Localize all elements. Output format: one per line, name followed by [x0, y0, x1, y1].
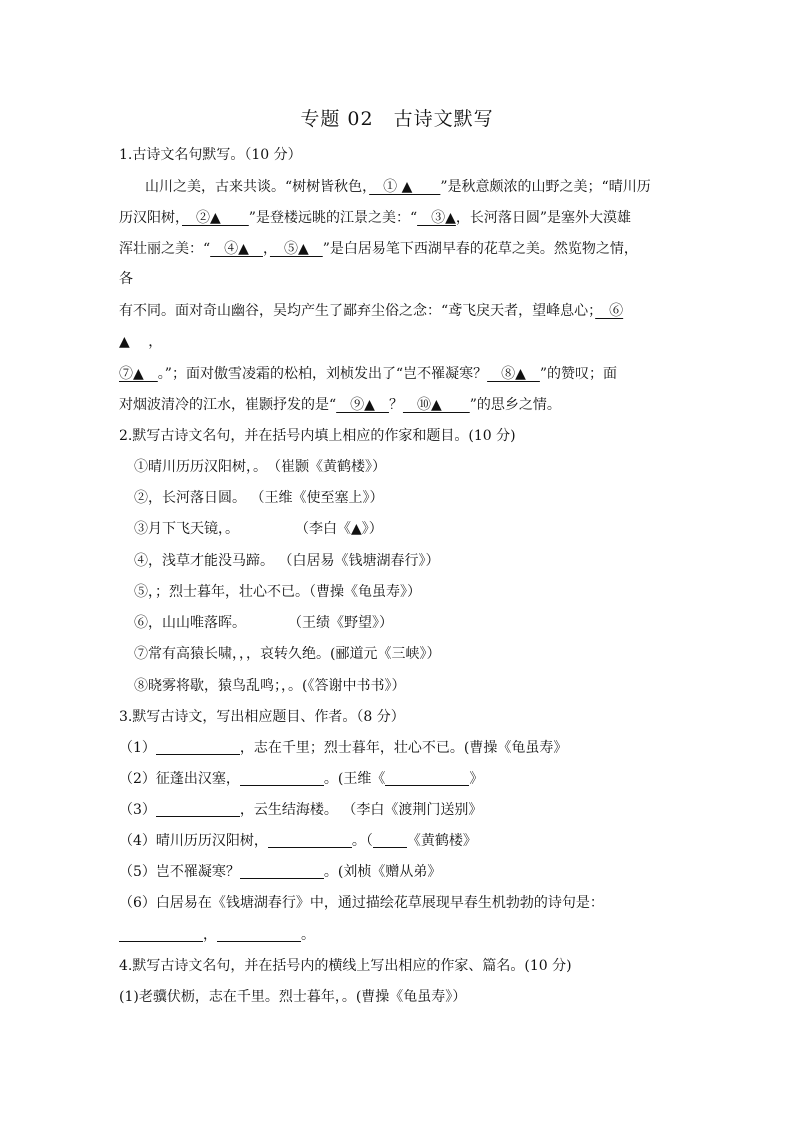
- q4-heading: 4.默写古诗文名句，并在括号内的横线上写出相应的作家、篇名。(10 分): [119, 958, 572, 974]
- q2-item-2: ②，长河落日圆。 （王维《使至塞上》）: [134, 490, 384, 506]
- q2-item-4: ④，浅草才能没马蹄。 （白居易《钱塘湖春行》）: [134, 553, 440, 569]
- blank: [156, 802, 240, 817]
- blank: [217, 927, 301, 942]
- q1-line-7: [119, 365, 679, 383]
- blank-4: ④▲: [210, 241, 263, 257]
- text: 历汉阳树，: [119, 210, 182, 226]
- q1-line-8: [119, 396, 679, 414]
- q3-item-3: [119, 801, 679, 819]
- q1-line-2: [119, 209, 679, 227]
- q2-item-7: ⑦常有高猿长啸，，，哀转久绝。(郦道元《三峡》）: [134, 646, 441, 662]
- text: 浑壮丽之美：“: [119, 241, 211, 257]
- q3-item-2: [119, 770, 679, 788]
- q2-item-1: ①晴川历历汉阳树，。 （崔颢《黄鹤楼》）: [134, 459, 386, 475]
- text: （2）征蓬出汉塞，: [119, 771, 240, 787]
- text: 。(王维《: [323, 771, 386, 787]
- blank: [373, 833, 407, 848]
- text: ”是秋意颇浓的山野之美；“晴川历: [440, 179, 651, 195]
- q2-item-8: ⑧晓雾将歇，猿鸟乱鸣；，。(《答谢中书书》）: [134, 678, 406, 694]
- text: ，: [262, 241, 270, 257]
- text: 。(刘桢《赠从弟》: [323, 864, 442, 880]
- text: ，云生结海楼。 （李白《渡荆门送别》: [239, 802, 483, 818]
- blank-6: ⑥: [595, 303, 624, 319]
- q2-item-5: ⑤，；烈士暮年，壮心不已。（曹操《龟虽寿》）: [134, 584, 421, 600]
- text: 。（: [351, 833, 373, 849]
- text: 对烟波清冷的江水，崔颢抒发的是“: [119, 397, 337, 413]
- blank: [156, 740, 240, 755]
- text: （5）岂不罹凝寒？: [119, 864, 240, 880]
- q2-item-6: ⑥，山山唯落晖。 （王绩《野望》）: [134, 615, 393, 631]
- text: （3）: [119, 802, 156, 818]
- blank: [240, 864, 324, 879]
- text: ”的思乡之情。: [469, 397, 561, 413]
- q4-item-1: (1)老骥伏枥，志在千里。烈士暮年，。(曹操《龟虽寿》）: [119, 989, 467, 1005]
- text: ，长河落日圆”是塞外大漠雄: [455, 210, 632, 226]
- blank-7: ⑦▲: [119, 366, 158, 382]
- q3-heading: 3.默写古诗文，写出相应题目、作者。（8 分）: [119, 709, 405, 725]
- text: （1）: [119, 740, 156, 756]
- text: ”的赞叹；面: [539, 366, 618, 382]
- blank: [268, 833, 352, 848]
- blank: [385, 771, 469, 786]
- text: 。: [301, 927, 315, 943]
- page-title: 专题 02 古诗文默写: [300, 108, 494, 130]
- q1-line-1: [145, 178, 705, 196]
- text: （4）晴川历历汉阳树，: [119, 833, 268, 849]
- text: ，: [203, 927, 217, 943]
- text: ”是登楼远眺的江景之美：“: [248, 210, 418, 226]
- q1-heading: 1.古诗文名句默写。（10 分）: [119, 147, 302, 163]
- text: ？: [388, 397, 403, 413]
- q1-line-6: ▲ ，: [119, 334, 163, 350]
- q3-item-6-answer: [119, 926, 679, 944]
- text: 》: [469, 771, 484, 787]
- q2-item-3: ③月下飞天镜，。 （李白《▲》）: [134, 521, 383, 537]
- blank-3: ③▲: [417, 210, 456, 226]
- text: ，志在千里；烈士暮年，壮心不已。(曹操《龟虽寿》: [239, 740, 568, 756]
- blank-1: ① ▲: [369, 179, 441, 195]
- q1-line-4: 各: [119, 271, 133, 287]
- blank-8: ⑧▲: [487, 366, 540, 382]
- q1-line-5: [119, 302, 679, 320]
- blank-9: ⑨▲: [336, 397, 389, 413]
- blank: [119, 927, 203, 942]
- text: ”是白居易笔下西湖早春的花草之美。然览物之情，: [322, 241, 638, 257]
- q3-item-5: [119, 863, 679, 881]
- text: 山川之美，古来共谈。“树树皆秋色，: [145, 179, 370, 195]
- blank-10: ⑩▲: [402, 397, 470, 413]
- q3-item-1: [119, 739, 679, 757]
- text: 。”；面对傲雪凌霜的松柏，刘桢发出了“岂不罹凝寒？: [157, 366, 488, 382]
- text: 有不同。面对奇山幽谷，吴均产生了鄙弃尘俗之念：“鸢飞戾天者，望峰息心；: [119, 303, 596, 319]
- blank: [240, 771, 324, 786]
- q3-item-4: [119, 832, 679, 850]
- text: 《黄鹤楼》: [406, 833, 477, 849]
- blank-5: ⑤▲: [269, 241, 323, 257]
- q1-line-3: [119, 240, 679, 258]
- q3-item-6: （6）白居易在《钱塘湖春行》中，通过描绘花草展现早春生机勃勃的诗句是：: [119, 895, 604, 911]
- blank-2: ②▲: [182, 210, 249, 226]
- q2-heading: 2.默写古诗文名句，并在括号内填上相应的作家和题目。(10 分): [119, 428, 516, 444]
